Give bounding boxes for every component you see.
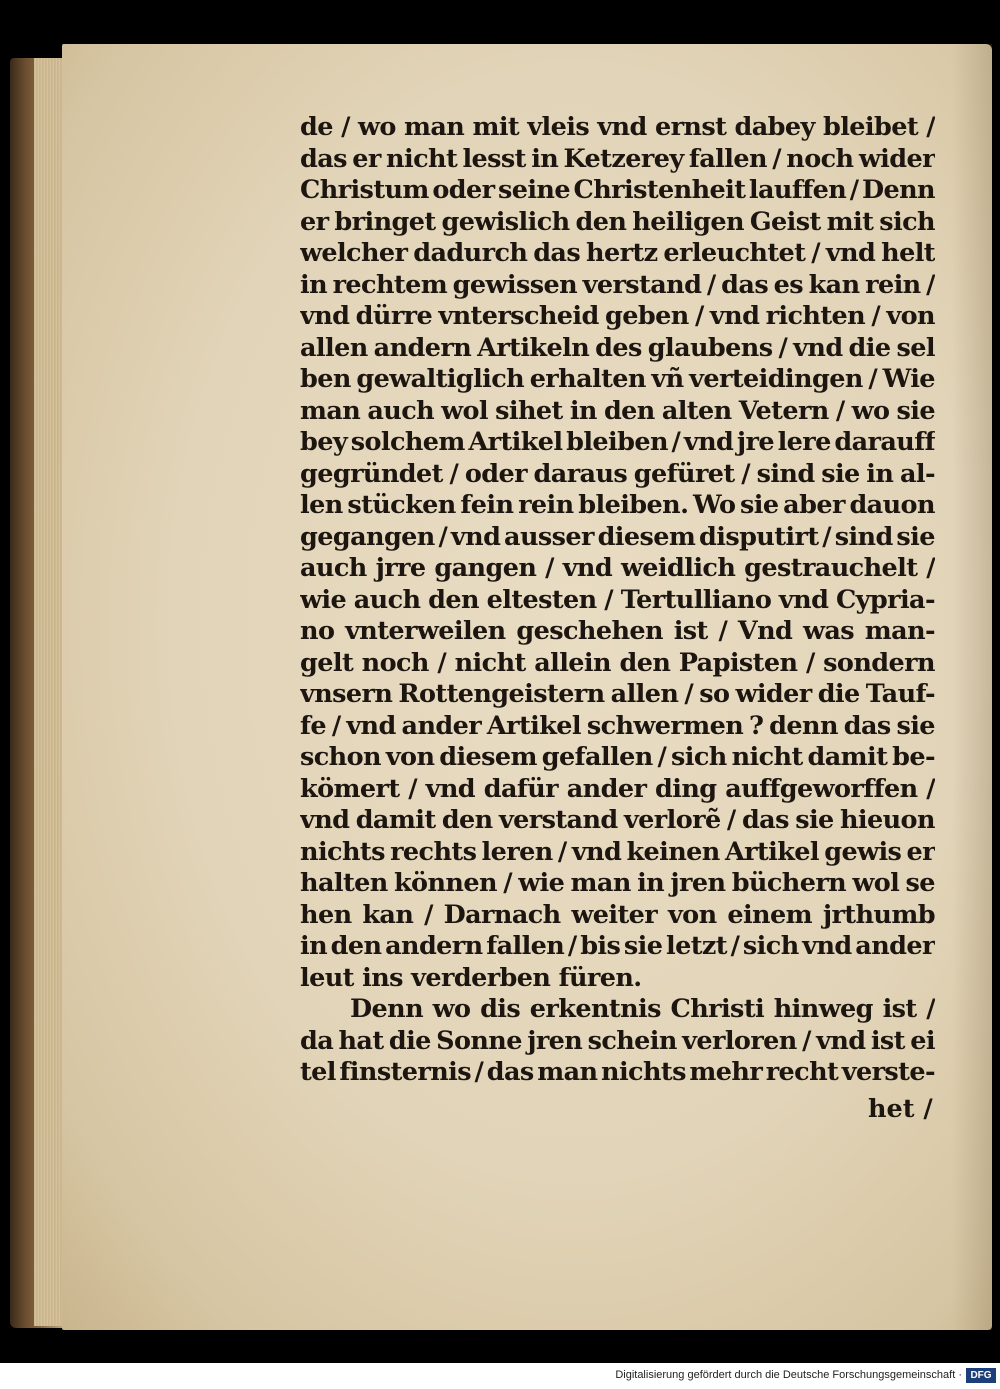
text-line: halten können / wie man in jren büchern wol se	[300, 868, 935, 898]
text-line: no vnterweilen geschehen ist / Vnd was man-	[300, 616, 935, 646]
footer-bar	[0, 1363, 1000, 1389]
dfg-logo: DFG	[966, 1368, 996, 1383]
funding-credit: Digitalisierung gefördert durch die Deutsche Forschungsgemeinschaft ·	[615, 1369, 962, 1381]
text-line: in rechtem gewissen verstand / das es kan rein /	[300, 269, 935, 300]
text-line: vnd damit den verstand verlorẽ / das sie hieuon	[300, 805, 935, 835]
page-stack	[34, 58, 62, 1326]
text-line: Denn wo dis erkentnis Christi hinweg ist /	[350, 994, 935, 1024]
text-line: gegangen / vnd ausser diesem disputirt / sind sie	[300, 521, 935, 552]
text-line: welcher dadurch das hertz erleuchtet / vnd helt	[300, 238, 935, 268]
text-line: vnd dürre vnterscheid geben / vnd richten / von	[300, 301, 935, 331]
text-line: gegründet / oder daraus gefüret / sind sie in al-	[300, 458, 935, 489]
text-line: hen kan / Darnach weiter von einem jrthumb	[300, 899, 935, 930]
text-line: in den andern fallen / bis sie letzt / sich vnd ander	[300, 931, 935, 961]
text-line: de / wo man mit vleis vnd ernst dabey bleibet /	[300, 112, 935, 142]
text-line: fe / vnd ander Artikel schwermen ? denn das sie	[300, 710, 935, 741]
text-line: wie auch den eltesten / Tertulliano vnd Cypria-	[300, 584, 935, 615]
text-line: leut ins verderben füren.	[300, 962, 642, 993]
text-line: bey solchem Artikel bleiben / vnd jre lere darauff	[300, 427, 935, 457]
text-line: schon von diesem gefallen / sich nicht damit be-	[300, 742, 935, 772]
catchword: het /	[868, 1094, 933, 1124]
text-line: vnsern Rottengeistern allen / so wider die Tauf-	[300, 679, 935, 709]
page-text	[300, 112, 935, 1089]
text-line: man auch wol sihet in den alten Vetern / wo sie	[300, 395, 935, 426]
text-line: allen andern Artikeln des glaubens / vnd die sel	[300, 332, 935, 363]
text-line: kömert / vnd dafür ander ding auffgeworffen /	[300, 773, 935, 804]
text-line: ben gewaltiglich erhalten vñ verteidingen / Wie	[300, 364, 935, 394]
text-line: da hat die Sonne jren schein verloren / vnd ist ei	[300, 1025, 935, 1056]
text-line: er bringet gewislich den heiligen Geist mit sich	[300, 206, 935, 237]
text-line: das er nicht lesst in Ketzerey fallen / noch wider	[300, 143, 935, 174]
text-line: nichts rechts leren / vnd keinen Artikel gewis er	[300, 836, 935, 867]
text-line: tel finsternis / das man nichts mehr recht verste-	[300, 1057, 935, 1087]
text-line: len stücken fein rein bleiben. Wo sie aber dauon	[300, 490, 935, 520]
text-line: auch jrre gangen / vnd weidlich gestrauchelt /	[300, 553, 935, 583]
text-line: gelt noch / nicht allein den Papisten / sondern	[300, 647, 935, 678]
text-line: Christum oder seine Christenheit lauffen / Denn	[300, 175, 935, 205]
